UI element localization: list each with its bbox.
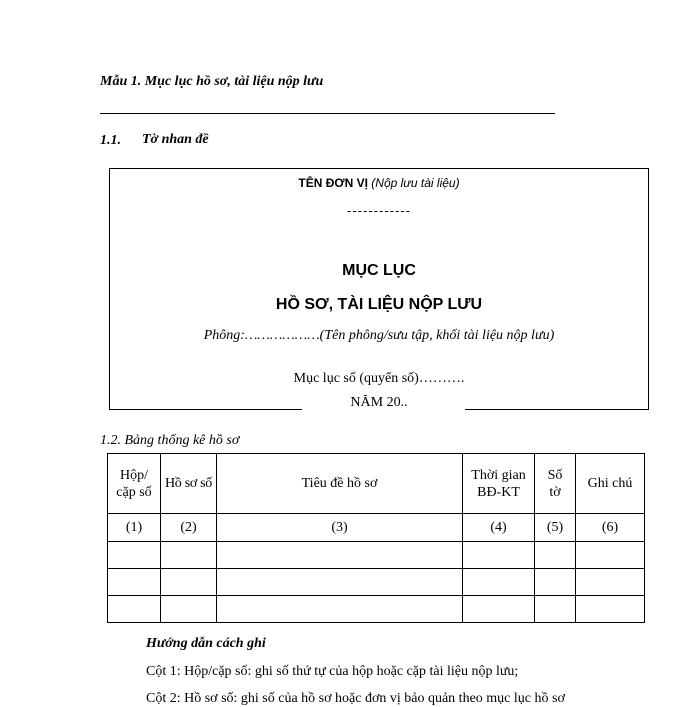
form-title: Mẫu 1. Mục lục hồ sơ, tài liệu nộp lưu — [100, 74, 324, 89]
table-cell — [576, 542, 645, 569]
fonds-line: Phông:………………(Tên phông/sưu tập, khối tài liệu nộp lưu) — [203, 328, 555, 343]
table-cell — [576, 596, 645, 623]
table-cell — [535, 542, 576, 569]
table-cell — [217, 542, 463, 569]
table-cell — [161, 596, 217, 623]
catalog-subtitle: HỒ SƠ, TÀI LIỆU NỘP LƯU — [275, 296, 483, 313]
section-title: 1.2. Bảng thống kê hồ sơ — [100, 433, 240, 448]
dash-separator: ------------ — [347, 203, 411, 218]
table-cell — [463, 542, 535, 569]
table-cell — [108, 596, 161, 623]
table-cell — [161, 542, 217, 569]
title-page-box-bottom-right — [465, 409, 649, 410]
table-row — [108, 596, 645, 623]
column-header: Hộp/ cặp số — [108, 454, 161, 514]
table-cell — [217, 569, 463, 596]
unit-name-label: TÊN ĐƠN VỊ — [298, 176, 368, 190]
table-cell — [535, 596, 576, 623]
table-row — [108, 542, 645, 569]
unit-name-note: (Nộp lưu tài liệu) — [371, 176, 460, 190]
column-number: (3) — [217, 514, 463, 542]
column-number: (1) — [108, 514, 161, 542]
section-title: Tờ nhan đề — [142, 132, 209, 147]
guide-title: Hướng dẫn cách ghi — [146, 636, 266, 651]
table-cell — [535, 569, 576, 596]
column-header: Ghi chú — [576, 454, 645, 514]
guide-line: Cột 2: Hồ sơ số: ghi số của hồ sơ hoặc đơn vị bảo quản theo mục lục hồ sơ — [146, 691, 565, 706]
table-header-row — [108, 454, 645, 514]
column-header: Số tờ — [535, 454, 576, 514]
table-row — [108, 569, 645, 596]
records-table — [107, 453, 645, 623]
year-line: NĂM 20.. — [350, 395, 408, 407]
section-number: 1.1. — [100, 133, 121, 148]
column-number: (4) — [463, 514, 535, 542]
unit-name-line — [109, 176, 649, 190]
table-cell — [108, 569, 161, 596]
table-cell — [108, 542, 161, 569]
column-number: (2) — [161, 514, 217, 542]
column-header: Tiêu đề hồ sơ — [217, 454, 463, 514]
guide-line: Cột 1: Hộp/cặp số: ghi số thứ tự của hộp hoặc cặp tài liệu nộp lưu; — [146, 664, 519, 679]
table-cell — [463, 569, 535, 596]
column-number: (6) — [576, 514, 645, 542]
column-number: (5) — [535, 514, 576, 542]
catalog-number-line: Mục lục số (quyển số)………. — [293, 371, 465, 386]
catalog-title: MỤC LỤC — [342, 262, 416, 279]
title-page-box-bottom-left — [109, 409, 302, 410]
table-cell — [463, 596, 535, 623]
column-number-row — [108, 514, 645, 542]
column-header: Hồ sơ số — [161, 454, 217, 514]
table-cell — [217, 596, 463, 623]
table-cell — [161, 569, 217, 596]
column-header: Thời gian BĐ-KT — [463, 454, 535, 514]
divider — [100, 113, 555, 114]
year-line-clip — [109, 395, 649, 407]
table-cell — [576, 569, 645, 596]
